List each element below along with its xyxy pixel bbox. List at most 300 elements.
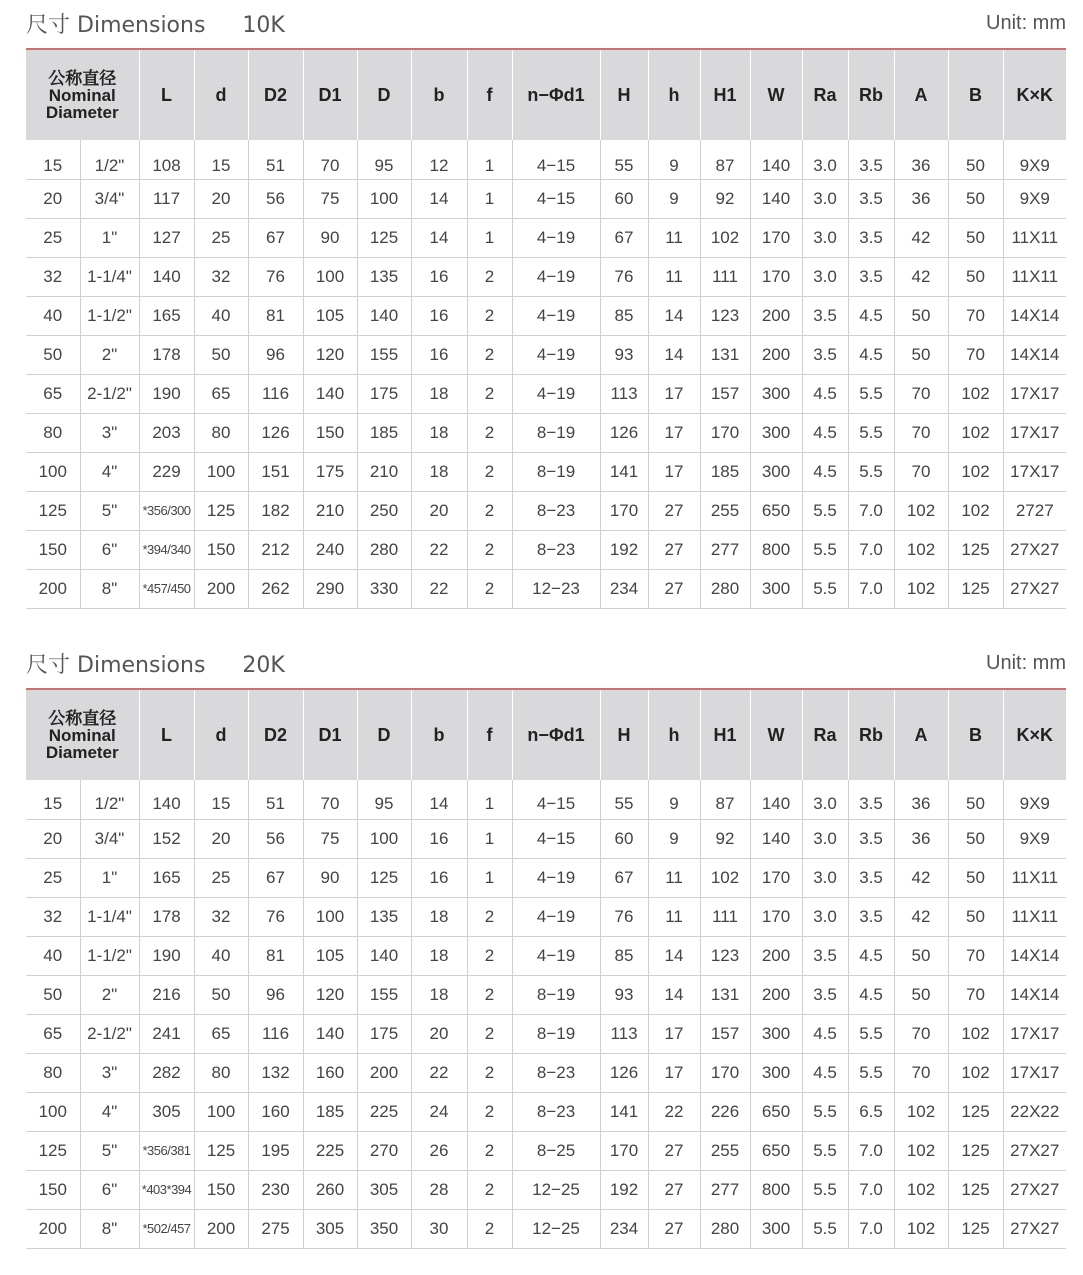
table-cell: 126 [600,1053,648,1092]
table-cell: 6.5 [848,1092,894,1131]
table-cell: 17 [648,1014,700,1053]
table-cell: 150 [26,530,80,569]
table-cell: 14 [648,936,700,975]
table-cell: 12−23 [512,569,600,608]
table-cell: 70 [894,413,948,452]
table-cell: 2 [467,1092,512,1131]
table-cell: 22 [648,1092,700,1131]
table-row [26,530,1066,569]
table-cell: 3/4" [80,179,139,218]
table-cell: 14 [648,335,700,374]
table-cell: 5.5 [848,452,894,491]
table-cell: 87 [700,140,750,179]
table-cell: 200 [750,936,802,975]
unit-label: Unit: mm [986,652,1066,674]
table-cell: 2 [467,1170,512,1209]
table-cell: 25 [194,858,248,897]
table-cell: 4−19 [512,335,600,374]
table-cell: 27 [648,1131,700,1170]
table-cell: 102 [894,530,948,569]
table-cell: 255 [700,491,750,530]
table-cell: 135 [357,897,411,936]
section-title [26,648,285,679]
table-cell: 102 [894,1209,948,1248]
table-cell: 8−23 [512,530,600,569]
table-cell: 51 [248,780,303,819]
table-cell: 5.5 [802,1131,848,1170]
table-row [26,179,1066,218]
table-cell: 5.5 [802,491,848,530]
table-cell: 36 [894,780,948,819]
table-cell: 50 [26,335,80,374]
table-cell: *394/340 [139,530,194,569]
table-cell: 4−15 [512,179,600,218]
table-cell: 200 [194,1209,248,1248]
table-cell: 140 [750,179,802,218]
table-cell: 32 [194,257,248,296]
table-cell: 241 [139,1014,194,1053]
table-cell: 96 [248,975,303,1014]
table-cell: 125 [948,1131,1003,1170]
table-cell: 4−19 [512,897,600,936]
table-cell: 87 [700,780,750,819]
table-row [26,858,1066,897]
table-cell: 102 [894,1131,948,1170]
table-cell: 4.5 [802,374,848,413]
table-cell: 76 [248,897,303,936]
table-cell: 55 [600,140,648,179]
table-cell: 140 [303,374,357,413]
table-cell: 3" [80,413,139,452]
header-nominal-line: Diameter [45,742,119,762]
table-cell: 12−25 [512,1209,600,1248]
table-cell: 92 [700,819,750,858]
table-cell: 65 [26,1014,80,1053]
table-cell: 5.5 [802,1170,848,1209]
table-cell: 113 [600,374,648,413]
table-cell: 16 [411,257,467,296]
table-cell: 5" [80,491,139,530]
table-cell: 1-1/2" [80,296,139,335]
table-cell: 2 [467,257,512,296]
column-header: D [357,690,411,780]
table-cell: 3.0 [802,897,848,936]
table-cell: 5.5 [848,1014,894,1053]
table-cell: 3.5 [802,975,848,1014]
table-cell: 5.5 [802,530,848,569]
table-cell: 9X9 [1003,780,1066,819]
table-cell: 8−19 [512,452,600,491]
table-cell: 50 [948,897,1003,936]
table-cell: 102 [894,569,948,608]
table-cell: 120 [303,335,357,374]
table-cell: 1 [467,819,512,858]
table-cell: 102 [948,413,1003,452]
unit-label: Unit: mm [986,12,1066,34]
table-cell: 4−19 [512,936,600,975]
table-cell: 36 [894,179,948,218]
column-header: h [648,50,700,140]
table-cell: 229 [139,452,194,491]
table-cell: 80 [26,413,80,452]
table-cell: 8−23 [512,1053,600,1092]
table-cell: 50 [948,257,1003,296]
table-cell: 2 [467,1131,512,1170]
table-cell: 200 [750,975,802,1014]
title-en: Dimensions [77,653,206,678]
table-cell: 210 [303,491,357,530]
table-cell: 282 [139,1053,194,1092]
table-cell: 15 [194,780,248,819]
table-cell: 131 [700,335,750,374]
table-cell: 175 [357,1014,411,1053]
table-cell: 67 [600,218,648,257]
table-cell: 2 [467,491,512,530]
table-cell: 650 [750,491,802,530]
table-cell: 800 [750,530,802,569]
table-cell: 3.5 [848,179,894,218]
table-cell: 27X27 [1003,1131,1066,1170]
table-cell: 2 [467,413,512,452]
column-header: H1 [700,50,750,140]
table-cell: 32 [26,897,80,936]
table-cell: 2 [467,335,512,374]
table-cell: 11 [648,257,700,296]
table-cell: 102 [700,858,750,897]
table-cell: 200 [194,569,248,608]
table-cell: 125 [194,491,248,530]
table-cell: 300 [750,569,802,608]
table-cell: 125 [948,530,1003,569]
table-row [26,257,1066,296]
table-cell: 185 [303,1092,357,1131]
table-cell: 70 [894,452,948,491]
table-cell: 51 [248,140,303,179]
table-cell: 11X11 [1003,218,1066,257]
table-cell: 95 [357,140,411,179]
table-cell: 76 [600,897,648,936]
table-cell: 27 [648,491,700,530]
table-cell: 300 [750,1014,802,1053]
table-cell: 5.5 [802,569,848,608]
table-cell: 27 [648,1209,700,1248]
table-cell: 255 [700,1131,750,1170]
table-cell: 178 [139,897,194,936]
table-cell: 75 [303,179,357,218]
table-cell: 234 [600,1209,648,1248]
table-cell: 190 [139,936,194,975]
table-cell: 280 [700,1209,750,1248]
table-cell: 20 [26,819,80,858]
table-cell: 9X9 [1003,179,1066,218]
table-cell: 4−15 [512,819,600,858]
table-cell: 102 [948,452,1003,491]
table-cell: 216 [139,975,194,1014]
table-cell: 170 [600,491,648,530]
header-nominal-line: 公称直径 [48,68,117,88]
table-cell: 1-1/4" [80,257,139,296]
table-cell: 22 [411,530,467,569]
table-cell: 4.5 [802,1014,848,1053]
table-cell: 1 [467,179,512,218]
table-cell: 225 [357,1092,411,1131]
table-cell: 1/2" [80,140,139,179]
table-cell: 9 [648,819,700,858]
table-cell: 50 [26,975,80,1014]
table-cell: 27 [648,569,700,608]
table-cell: 200 [26,1209,80,1248]
table-cell: 123 [700,296,750,335]
column-header: d [194,50,248,140]
table-cell: 4.5 [802,1053,848,1092]
table-cell: 127 [139,218,194,257]
table-cell: 4.5 [848,335,894,374]
table-cell: 2 [467,975,512,1014]
table-row [26,452,1066,491]
table-cell: 60 [600,179,648,218]
column-header: L [139,50,194,140]
section-header [26,0,1066,48]
column-header: n−Φd1 [512,50,600,140]
table-cell: 50 [194,975,248,1014]
column-header: b [411,50,467,140]
table-cell: 8−19 [512,1014,600,1053]
table-cell: 14X14 [1003,975,1066,1014]
table-cell: 15 [26,780,80,819]
table-cell: 277 [700,1170,750,1209]
table-cell: 203 [139,413,194,452]
table-cell: 195 [248,1131,303,1170]
dimensions-table [26,690,1066,1249]
column-header: D1 [303,50,357,140]
table-cell: 125 [194,1131,248,1170]
table-cell: 125 [948,1209,1003,1248]
table-cell: 3.0 [802,140,848,179]
table-cell: 111 [700,897,750,936]
header-nominal-line: Nominal [48,725,116,745]
table-row [26,936,1066,975]
column-header: d [194,690,248,780]
table-cell: 81 [248,936,303,975]
table-cell: 175 [357,374,411,413]
table-cell: 40 [194,296,248,335]
column-header: f [467,690,512,780]
table-cell: 12−25 [512,1170,600,1209]
table-cell: 17 [648,374,700,413]
table-cell: 120 [303,975,357,1014]
table-cell: 1" [80,218,139,257]
table-cell: 800 [750,1170,802,1209]
table-cell: 1" [80,858,139,897]
table-cell: 70 [303,140,357,179]
column-header: D [357,50,411,140]
table-cell: 17 [648,413,700,452]
table-cell: 8" [80,569,139,608]
table-cell: 65 [194,374,248,413]
table-cell: 14X14 [1003,296,1066,335]
table-cell: 2 [467,936,512,975]
table-cell: 18 [411,897,467,936]
table-cell: 20 [194,179,248,218]
column-header: Rb [848,50,894,140]
table-cell: 226 [700,1092,750,1131]
table-cell: 5.5 [848,374,894,413]
table-cell: 1 [467,140,512,179]
table-cell: 7.0 [848,1170,894,1209]
table-cell: 125 [948,569,1003,608]
table-cell: 14 [411,218,467,257]
table-cell: 150 [26,1170,80,1209]
table-cell: 2 [467,897,512,936]
table-row [26,413,1066,452]
table-cell: 50 [948,858,1003,897]
table-cell: 70 [894,1014,948,1053]
table-cell: 300 [750,1209,802,1248]
table-cell: 3/4" [80,819,139,858]
table-cell: 2 [467,452,512,491]
table-cell: 160 [248,1092,303,1131]
table-cell: 260 [303,1170,357,1209]
table-cell: 32 [26,257,80,296]
table-cell: 96 [248,335,303,374]
table-cell: 141 [600,1092,648,1131]
table-cell: 65 [26,374,80,413]
table-cell: 67 [600,858,648,897]
table-cell: 90 [303,858,357,897]
table-cell: 170 [750,858,802,897]
table-cell: 24 [411,1092,467,1131]
table-cell: 7.0 [848,491,894,530]
column-header: n−Φd1 [512,690,600,780]
table-cell: *502/457 [139,1209,194,1248]
table-cell: 12 [411,140,467,179]
table-cell: 3.5 [848,218,894,257]
table-cell: 230 [248,1170,303,1209]
table-cell: 116 [248,1014,303,1053]
table-cell: 350 [357,1209,411,1248]
table-cell: 1 [467,858,512,897]
table-cell: 3.0 [802,780,848,819]
table-cell: 100 [357,819,411,858]
column-header: A [894,50,948,140]
table-cell: 4" [80,1092,139,1131]
table-cell: 3" [80,1053,139,1092]
table-cell: 157 [700,374,750,413]
column-header: A [894,690,948,780]
table-cell: 50 [948,179,1003,218]
table-cell: 125 [26,491,80,530]
table-cell: 2" [80,975,139,1014]
table-cell: 76 [600,257,648,296]
table-cell: 60 [600,819,648,858]
table-cell: 50 [948,218,1003,257]
table-cell: 56 [248,179,303,218]
table-cell: 2727 [1003,491,1066,530]
table-cell: 30 [411,1209,467,1248]
table-row [26,975,1066,1014]
table-cell: 67 [248,858,303,897]
table-cell: *356/381 [139,1131,194,1170]
table-cell: 7.0 [848,1131,894,1170]
table-cell: 300 [750,1053,802,1092]
table-cell: 4−15 [512,140,600,179]
table-cell: 20 [411,1014,467,1053]
table-cell: 15 [194,140,248,179]
table-cell: 18 [411,936,467,975]
table-cell: 305 [139,1092,194,1131]
table-cell: 1/2" [80,780,139,819]
table-cell: 8−19 [512,975,600,1014]
table-cell: 7.0 [848,530,894,569]
table-cell: 4.5 [848,975,894,1014]
table-cell: 17X17 [1003,452,1066,491]
column-header: B [948,50,1003,140]
table-cell: 102 [948,1053,1003,1092]
table-cell: 165 [139,296,194,335]
column-header: D2 [248,690,303,780]
table-cell: 70 [303,780,357,819]
column-header: B [948,690,1003,780]
table-cell: 150 [194,1170,248,1209]
table-cell: 56 [248,819,303,858]
table-cell: 70 [948,335,1003,374]
table-cell: 125 [357,858,411,897]
table-row [26,569,1066,608]
table-cell: 182 [248,491,303,530]
table-cell: 140 [357,296,411,335]
table-cell: 650 [750,1092,802,1131]
table-cell: 250 [357,491,411,530]
table-cell: 141 [600,452,648,491]
table-cell: 100 [303,257,357,296]
column-header: b [411,690,467,780]
table-cell: 102 [894,1170,948,1209]
table-cell: 14X14 [1003,936,1066,975]
table-row [26,140,1066,179]
table-cell: 70 [948,936,1003,975]
table-cell: 75 [303,819,357,858]
pressure-grade: 10K [242,13,285,38]
table-cell: 27X27 [1003,569,1066,608]
table-row [26,1053,1066,1092]
table-cell: 150 [303,413,357,452]
section-title [26,8,285,39]
column-header: Rb [848,690,894,780]
table-cell: 300 [750,374,802,413]
table-cell: 116 [248,374,303,413]
table-cell: 108 [139,140,194,179]
table-cell: 185 [700,452,750,491]
column-header: W [750,50,802,140]
header-nominal-diameter [26,690,139,780]
table-cell: 5.5 [848,413,894,452]
table-cell: 27X27 [1003,530,1066,569]
table-cell: 192 [600,530,648,569]
table-cell: 105 [303,936,357,975]
table-cell: 28 [411,1170,467,1209]
table-cell: 300 [750,413,802,452]
table-cell: 200 [357,1053,411,1092]
table-row [26,218,1066,257]
table-cell: 14X14 [1003,335,1066,374]
table-row [26,1092,1066,1131]
table-row [26,897,1066,936]
table-cell: 70 [894,374,948,413]
table-cell: 27X27 [1003,1170,1066,1209]
table-cell: 18 [411,413,467,452]
table-cell: 102 [948,491,1003,530]
table-cell: 650 [750,1131,802,1170]
